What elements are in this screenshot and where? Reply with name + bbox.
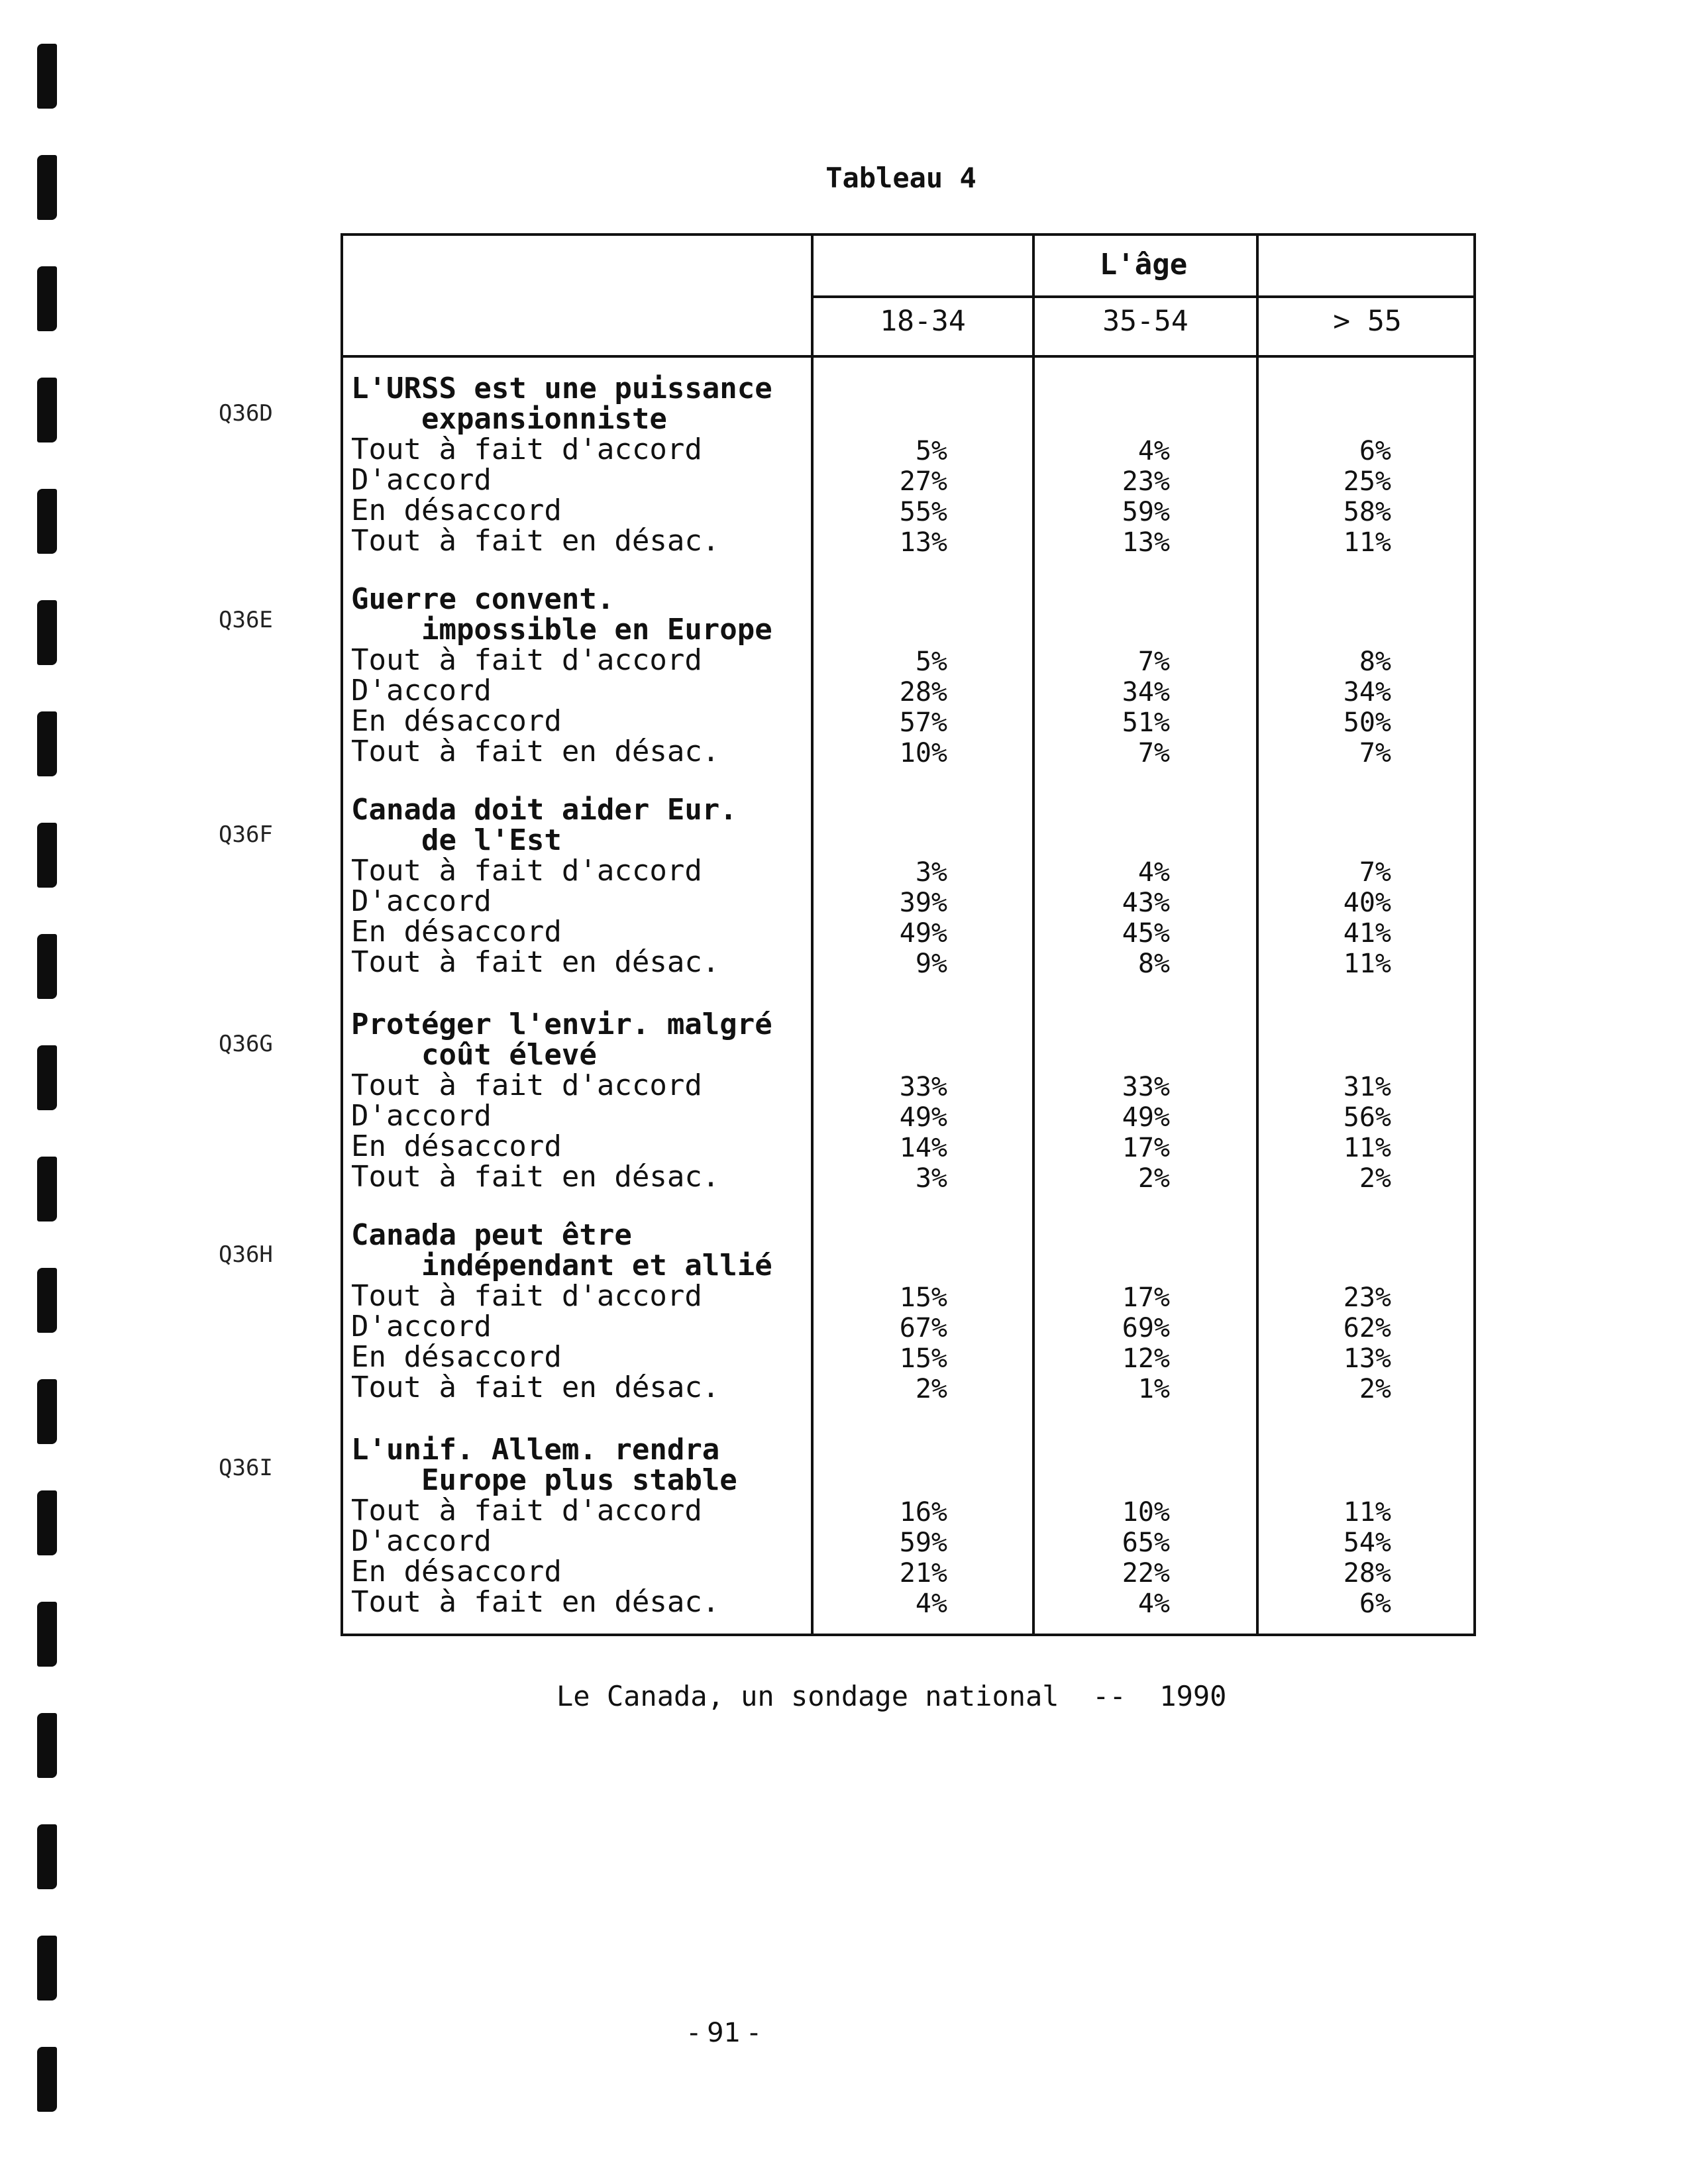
question-title: Europe plus stable <box>351 1463 737 1497</box>
percentage-cell: 43% <box>1122 888 1170 918</box>
percentage-cell: 4% <box>1137 1588 1170 1619</box>
question-title: Canada doit aider Eur. <box>351 793 737 827</box>
question-title: indépendant et allié <box>351 1249 772 1282</box>
response-label: Tout à fait en désac. <box>351 945 720 979</box>
percentage-cell: 57% <box>899 707 947 738</box>
binding-hole-mark <box>37 378 57 442</box>
percentage-cell: 34% <box>1343 677 1391 707</box>
percentage-cell: 55% <box>899 497 947 527</box>
percentage-cell: 49% <box>1122 1102 1170 1133</box>
binding-hole-mark <box>37 2047 57 2112</box>
percentage-cell: 54% <box>1343 1528 1391 1558</box>
percentage-cell: 27% <box>899 466 947 497</box>
percentage-cell: 21% <box>899 1558 947 1588</box>
response-label: En désaccord <box>351 1340 562 1374</box>
percentage-cell: 49% <box>899 1102 947 1133</box>
question-title: impossible en Europe <box>351 613 772 647</box>
percentage-cell: 69% <box>1122 1313 1170 1343</box>
header-divider <box>343 355 1473 358</box>
binding-hole-mark <box>37 44 57 109</box>
percentage-cell: 4% <box>1137 436 1170 466</box>
percentage-cell: 51% <box>1122 707 1170 738</box>
binding-hole-mark <box>37 1936 57 2001</box>
percentage-cell: 31% <box>1343 1072 1391 1102</box>
percentage-cell: 49% <box>899 918 947 949</box>
percentage-cell: 2% <box>915 1374 947 1404</box>
response-label: D'accord <box>351 1099 492 1133</box>
percentage-cell: 7% <box>1359 738 1391 768</box>
percentage-cell: 3% <box>915 1163 947 1194</box>
column-divider <box>1256 236 1259 1634</box>
question-code: Q36F <box>219 821 273 848</box>
question-title: coût élevé <box>351 1038 597 1072</box>
percentage-cell: 4% <box>915 1588 947 1619</box>
percentage-cell: 2% <box>1137 1163 1170 1194</box>
percentage-cell: 25% <box>1343 466 1391 497</box>
percentage-cell: 33% <box>899 1072 947 1102</box>
percentage-cell: 10% <box>899 738 947 768</box>
column-divider <box>1032 236 1035 1634</box>
percentage-cell: 28% <box>899 677 947 707</box>
column-header-55-plus: > 55 <box>1333 305 1402 338</box>
binding-hole-mark <box>37 1268 57 1333</box>
percentage-cell: 58% <box>1343 497 1391 527</box>
percentage-cell: 41% <box>1343 918 1391 949</box>
column-header-18-34: 18-34 <box>880 305 966 338</box>
column-divider <box>811 236 814 1634</box>
response-label: En désaccord <box>351 704 562 738</box>
question-code: Q36E <box>219 607 273 633</box>
response-label: Tout à fait en désac. <box>351 524 720 558</box>
percentage-cell: 7% <box>1359 857 1391 888</box>
percentage-cell: 1% <box>1137 1374 1170 1404</box>
response-label: D'accord <box>351 884 492 918</box>
percentage-cell: 40% <box>1343 888 1391 918</box>
response-label: Tout à fait d'accord <box>351 854 702 888</box>
question-code: Q36D <box>219 400 273 427</box>
percentage-cell: 9% <box>915 949 947 979</box>
percentage-cell: 5% <box>915 647 947 677</box>
binding-hole-mark <box>37 1490 57 1555</box>
percentage-cell: 13% <box>1343 1343 1391 1374</box>
percentage-cell: 34% <box>1122 677 1170 707</box>
response-label: Tout à fait en désac. <box>351 735 720 768</box>
percentage-cell: 17% <box>1122 1282 1170 1313</box>
percentage-cell: 11% <box>1343 1133 1391 1163</box>
age-group-header: L'âge <box>1099 248 1188 282</box>
percentage-cell: 16% <box>899 1497 947 1528</box>
response-label: En désaccord <box>351 1129 562 1163</box>
percentage-cell: 28% <box>1343 1558 1391 1588</box>
percentage-cell: 45% <box>1122 918 1170 949</box>
response-label: Tout à fait d'accord <box>351 643 702 677</box>
question-title: expansionniste <box>351 402 667 436</box>
question-code: Q36H <box>219 1241 273 1268</box>
percentage-cell: 8% <box>1137 949 1170 979</box>
response-label: Tout à fait d'accord <box>351 433 702 466</box>
binding-hole-mark <box>37 1157 57 1222</box>
percentage-cell: 13% <box>899 527 947 558</box>
percentage-cell: 11% <box>1343 1497 1391 1528</box>
percentage-cell: 6% <box>1359 1588 1391 1619</box>
binding-hole-mark <box>37 823 57 888</box>
percentage-cell: 3% <box>915 857 947 888</box>
percentage-cell: 10% <box>1122 1497 1170 1528</box>
percentage-cell: 17% <box>1122 1133 1170 1163</box>
response-label: Tout à fait en désac. <box>351 1371 720 1404</box>
percentage-cell: 7% <box>1137 738 1170 768</box>
percentage-cell: 6% <box>1359 436 1391 466</box>
question-title: Protéger l'envir. malgré <box>351 1008 772 1041</box>
binding-hole-mark <box>37 1824 57 1889</box>
response-label: Tout à fait en désac. <box>351 1160 720 1194</box>
response-label: Tout à fait d'accord <box>351 1279 702 1313</box>
response-label: D'accord <box>351 463 492 497</box>
binding-hole-mark <box>37 1379 57 1444</box>
percentage-cell: 11% <box>1343 527 1391 558</box>
question-title: L'URSS est une puissance <box>351 372 772 405</box>
question-code: Q36G <box>219 1031 273 1057</box>
percentage-cell: 62% <box>1343 1313 1391 1343</box>
page-title: Tableau 4 <box>825 162 976 194</box>
percentage-cell: 8% <box>1359 647 1391 677</box>
percentage-cell: 56% <box>1343 1102 1391 1133</box>
response-label: D'accord <box>351 674 492 707</box>
percentage-cell: 15% <box>899 1343 947 1374</box>
percentage-cell: 67% <box>899 1313 947 1343</box>
header-divider <box>811 295 1473 298</box>
percentage-cell: 4% <box>1137 857 1170 888</box>
binding-hole-mark <box>37 1045 57 1110</box>
percentage-cell: 11% <box>1343 949 1391 979</box>
percentage-cell: 50% <box>1343 707 1391 738</box>
column-header-35-54: 35-54 <box>1102 305 1188 338</box>
binding-hole-mark <box>37 1713 57 1778</box>
percentage-cell: 14% <box>899 1133 947 1163</box>
percentage-cell: 22% <box>1122 1558 1170 1588</box>
question-title: L'unif. Allem. rendra <box>351 1433 720 1467</box>
percentage-cell: 59% <box>899 1528 947 1558</box>
percentage-cell: 23% <box>1343 1282 1391 1313</box>
percentage-cell: 12% <box>1122 1343 1170 1374</box>
percentage-cell: 2% <box>1359 1163 1391 1194</box>
binding-hole-mark <box>37 489 57 554</box>
percentage-cell: 15% <box>899 1282 947 1313</box>
percentage-cell: 5% <box>915 436 947 466</box>
binding-hole-mark <box>37 934 57 999</box>
response-label: D'accord <box>351 1310 492 1343</box>
percentage-cell: 39% <box>899 888 947 918</box>
binding-hole-mark <box>37 1602 57 1667</box>
response-label: D'accord <box>351 1524 492 1558</box>
percentage-cell: 7% <box>1137 647 1170 677</box>
page-number: - 91 - <box>689 2018 759 2048</box>
binding-hole-mark <box>37 266 57 331</box>
response-label: Tout à fait d'accord <box>351 1494 702 1528</box>
percentage-cell: 2% <box>1359 1374 1391 1404</box>
response-label: En désaccord <box>351 915 562 949</box>
response-label: En désaccord <box>351 1555 562 1588</box>
response-label: En désaccord <box>351 494 562 527</box>
percentage-cell: 23% <box>1122 466 1170 497</box>
percentage-cell: 33% <box>1122 1072 1170 1102</box>
binding-hole-mark <box>37 711 57 776</box>
source-caption: Le Canada, un sondage national -- 1990 <box>556 1680 1227 1712</box>
question-title: Guerre convent. <box>351 582 615 616</box>
percentage-cell: 59% <box>1122 497 1170 527</box>
question-title: Canada peut être <box>351 1218 632 1252</box>
response-label: Tout à fait en désac. <box>351 1585 720 1619</box>
question-title: de l'Est <box>351 823 562 857</box>
response-label: Tout à fait d'accord <box>351 1068 702 1102</box>
binding-hole-mark <box>37 600 57 665</box>
question-code: Q36I <box>219 1455 273 1481</box>
percentage-cell: 65% <box>1122 1528 1170 1558</box>
percentage-cell: 13% <box>1122 527 1170 558</box>
